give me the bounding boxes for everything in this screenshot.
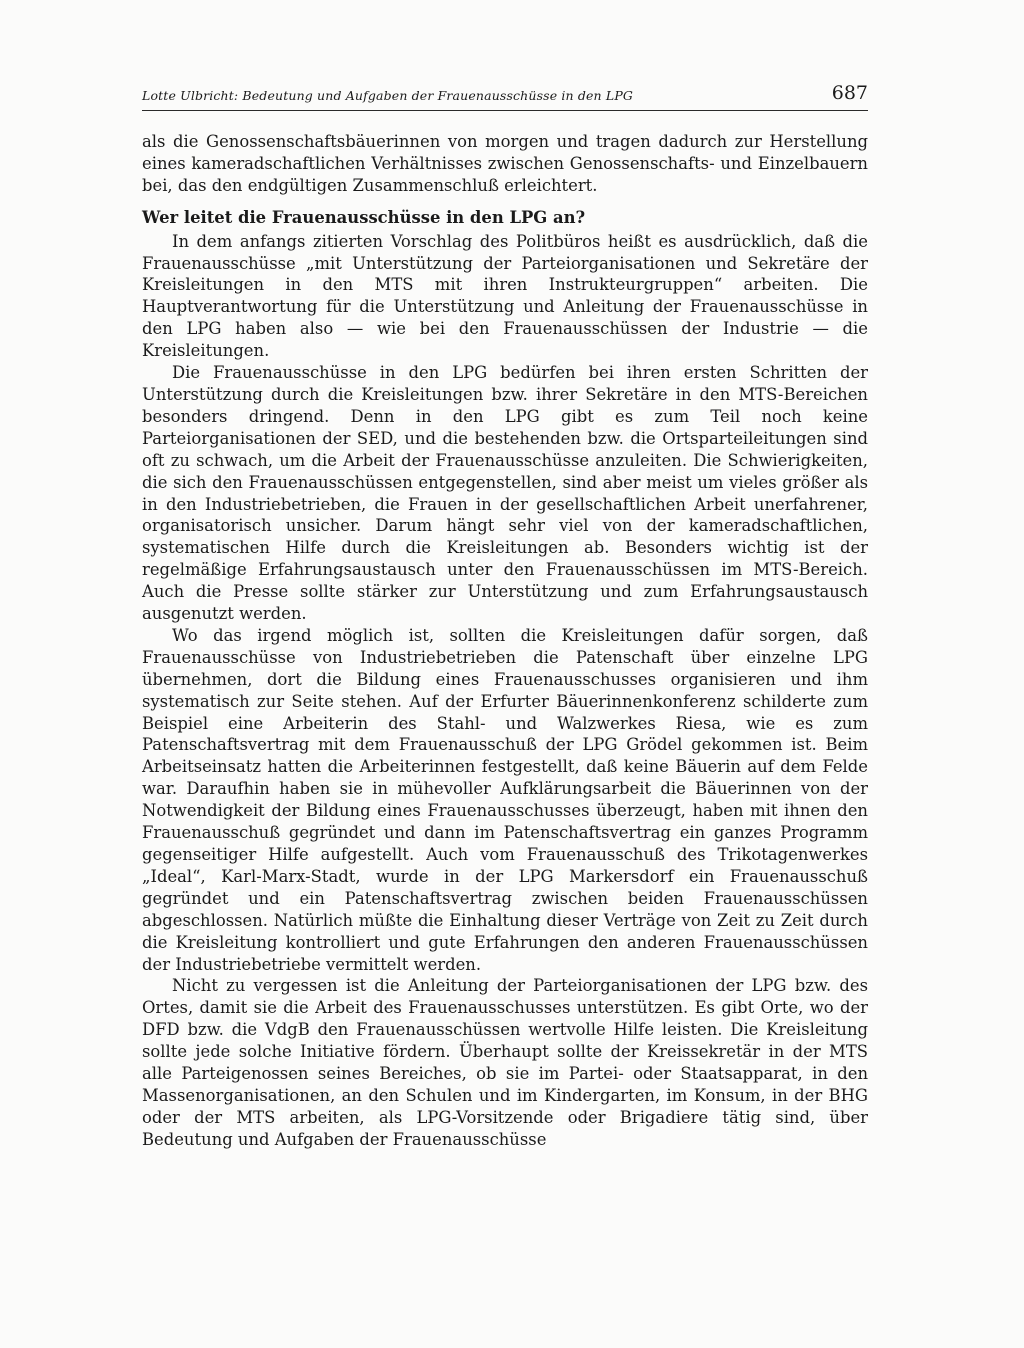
paragraph-1: In dem anfangs zitierten Vorschlag des Politbüros heißt es ausdrücklich, daß die Frauenausschüsse „mit Unterstützung der Parteiorganisationen und Sekretäre der Kreisleitungen in den MTS mit ihren Instrukteurgruppen“ arbeiten. Die Hauptverantwortung für die Unterstützung und Anleitung der Frauenausschüsse in den LPG haben also — wie bei den Frauenausschüssen der Industrie — die Kreisleitungen. [142,231,868,361]
paragraph-3: Wo das irgend möglich ist, sollten die Kreisleitungen dafür sorgen, daß Frauenausschüsse von Industriebetrieben die Patenschaft über einzelne LPG übernehmen, dort die Bildung eines Frauenausschusses organisieren und ihm systematisch zur Seite stehen. Auf der Erfurter Bäuerinnenkonferenz schilderte zum Beispiel eine Arbeiterin des Stahl- und Walzwerkes Riesa, wie es zum Patenschaftsvertrag mit dem Frauenausschuß der LPG Grödel gekommen ist. Beim Arbeitseinsatz hatten die Arbeiterinnen festgestellt, daß keine Bäuerin auf dem Felde war. Daraufhin haben sie in mühevoller Aufklärungsarbeit die Bäuerinnen von der Notwendigkeit der Bildung eines Frauenausschusses überzeugt, haben mit ihnen den Frauenausschuß gegründet und dann im Patenschaftsvertrag ein ganzes Programm gegenseitiger Hilfe aufgestellt. Auch vom Frauenausschuß des Trikotagenwerkes „Ideal“, Karl-Marx-Stadt, wurde in der LPG Markersdorf ein Frauenausschuß gegründet und ein Patenschaftsvertrag zwischen beiden Frauenausschüssen abgeschlossen. Natürlich müßte die Einhaltung dieser Verträge von Zeit zu Zeit durch die Kreisleitung kontrolliert und gute Erfahrungen den anderen Frauenausschüssen der Industriebetriebe vermittelt werden. [142,625,868,974]
paragraph-4: Nicht zu vergessen ist die Anleitung der Parteiorganisationen der LPG bzw. des Ortes, damit sie die Arbeit des Frauenausschusses unterstützen. Es gibt Orte, wo der DFD bzw. die VdgB den Frauenausschüssen wertvolle Hilfe leisten. Die Kreisleitung sollte jede solche Initiative fördern. Überhaupt sollte der Kreissekretär in der MTS alle Parteigenossen seines Bereiches, ob sie im Partei- oder Staatsapparat, in den Massenorganisationen, an den Schulen und im Kindergarten, im Konsum, in der BHG oder der MTS arbeiten, als LPG-Vorsitzende oder Brigadiere tätig sind, über Bedeutung und Aufgaben der Frauenausschüsse [142,976,868,1149]
section-heading: Wer leitet die Frauenausschüsse in den LPG an? [142,207,586,227]
paragraph-2: Die Frauenausschüsse in den LPG bedürfen bei ihren ersten Schritten der Unterstützung durch die Kreisleitungen bzw. ihrer Sekretäre in den MTS-Bereichen besonders dringend. Denn in den LPG gibt es zum Teil noch keine Parteiorganisationen der SED, und die bestehenden bzw. die Ortsparteileitungen sind oft zu schwach, um die Arbeit der Frauenausschüsse anzuleiten. Die Schwierigkeiten, die sich den Frauenausschüssen entgegenstellen, sind aber meist um vieles größer als in den Industriebetrieben, die Frauen in der gesellschaftlichen Arbeit unerfahrener, organisatorisch unsicher. Darum hängt sehr viel von der kameradschaftlichen, systematischen Hilfe durch die Kreisleitungen ab. Besonders wichtig ist der regelmäßige Erfahrungsaustausch unter den Frauenausschüssen im MTS-Bereich. Auch die Presse sollte stärker zur Unterstützung und zum Erfahrungsaustausch ausgenutzt werden. [142,363,868,624]
page-number: 687 [831,82,868,104]
page-header [142,82,868,111]
running-title: Lotte Ulbricht: Bedeutung und Aufgaben der Frauenausschüsse in den LPG [142,88,634,103]
body-text [142,131,868,1151]
continuation-paragraph: als die Genossenschaftsbäuerinnen von morgen und tragen dadurch zur Herstellung eines kameradschaftlichen Verhältnisses zwischen Genossenschafts- und Einzelbauern bei, das den endgültigen Zusammenschluß erleichtert. [142,132,868,195]
